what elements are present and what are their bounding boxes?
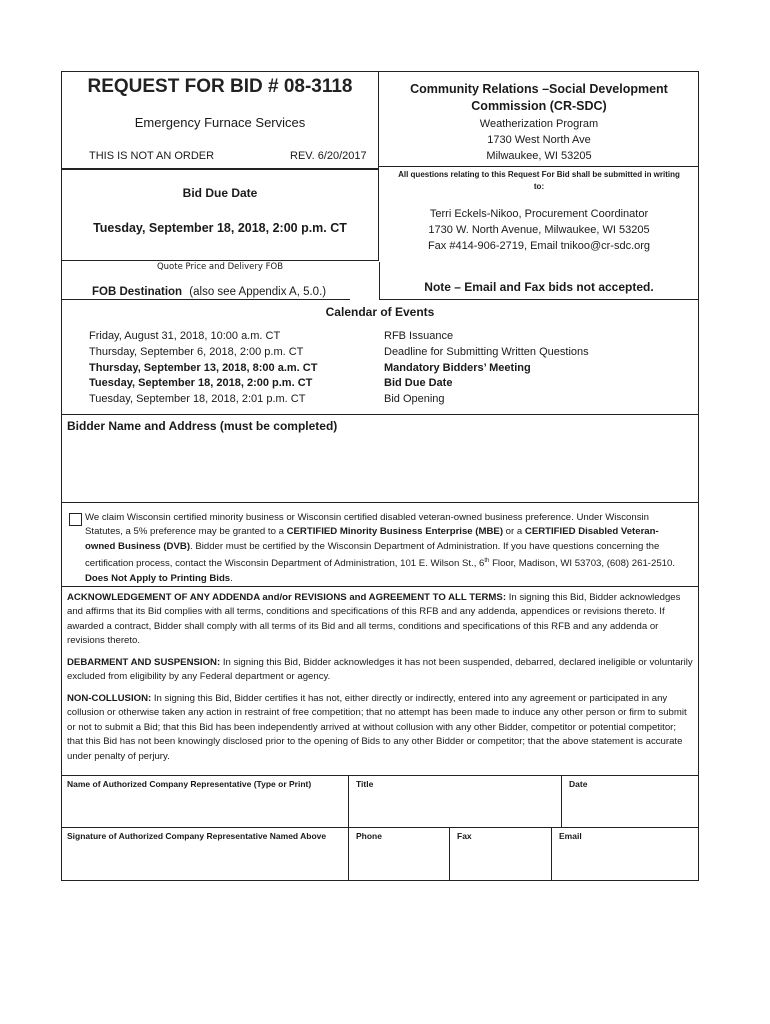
ack-heading: ACKNOWLEDGEMENT OF ANY ADDENDA and/or REVISIONS and AGREEMENT TO ALL TERMS: — [67, 592, 507, 603]
rep-name-field[interactable] — [62, 792, 347, 826]
fob-underline-left — [61, 299, 350, 300]
event-date: Tuesday, September 18, 2018, 2:01 p.m. CT — [89, 393, 306, 406]
title-label: Title — [356, 779, 374, 789]
debar-heading: DEBARMENT AND SUSPENSION: — [67, 657, 221, 668]
collusion-paragraph — [67, 692, 693, 764]
preference-text-1: We claim Wisconsin certified minority business or Wisconsin certified disabled veteran-owned business preference. Under Wisconsin Statutes, a 5% preference may be granted to a — [85, 512, 649, 538]
preference-text — [85, 511, 685, 586]
collusion-text: In signing this Bid, Bidder certifies it has not, either directly or indirectly, entered into any agreement or participated in any collusion or otherwise taken any action in restraint of free competition; that no attempt has been made to induce any other person or firm to submit or not to submit a Bid; that this Bid has been independently arrived at without collusion with any other Bidder, competitor or potential competitor; that this Bid has not been knowingly disclosed prior to the opening of Bids to any other Bidder or competitor; that the above statement is accurate under penalty of perjury. — [67, 693, 687, 762]
title-field[interactable] — [349, 792, 560, 826]
collusion-heading: NON-COLLUSION: — [67, 693, 152, 704]
bidder-name-field[interactable] — [62, 436, 698, 502]
event-name: Deadline for Submitting Written Questions — [384, 345, 589, 358]
date-label: Date — [569, 779, 588, 789]
phone-label: Phone — [356, 831, 382, 841]
bid-due-label: Bid Due Date — [182, 186, 258, 200]
event-name: Bid Opening — [384, 393, 445, 406]
email-fax-note: Note – Email and Fax bids not accepted. — [424, 280, 654, 294]
fob-underline — [379, 299, 699, 300]
questions-note: All questions relating to this Request For Bid shall be submitted in writing to: — [398, 170, 680, 191]
email-label: Email — [559, 831, 582, 841]
bid-due-date: Tuesday, September 18, 2018, 2:00 p.m. CT — [93, 221, 347, 235]
calendar-events — [384, 329, 589, 408]
bid-due-cell — [61, 169, 379, 261]
fob-appendix: (also see Appendix A, 5.0.) — [189, 286, 327, 298]
agency-address-1: 1730 West North Ave — [487, 134, 591, 146]
event-name: Mandatory Bidders’ Meeting — [384, 361, 531, 374]
agency-address-2: Milwaukee, WI 53205 — [486, 150, 592, 162]
contact-line-1: Terri Eckels-Nikoo, Procurement Coordinator — [429, 208, 649, 220]
contact-line-2: 1730 W. North Avenue, Milwaukee, WI 53205 — [428, 224, 650, 236]
fob-destination — [92, 284, 326, 300]
rfb-title: REQUEST FOR BID # 08-3118 — [87, 76, 353, 97]
agency-name-2: Commission (CR-SDC) — [471, 99, 607, 113]
signature-field[interactable] — [62, 845, 347, 880]
mbe-text: CERTIFIED Minority Business Enterprise (MBE) — [286, 526, 504, 538]
preference-text-3: Floor, Madison, WI 53703, (608) 261-2510. — [489, 558, 675, 570]
signature-label: Signature of Authorized Company Representative Named Above — [67, 831, 327, 841]
phone-field[interactable] — [349, 845, 448, 880]
event-date: Thursday, September 6, 2018, 2:00 p.m. CT — [89, 345, 304, 358]
calendar-title: Calendar of Events — [325, 305, 435, 319]
agency-name-1: Community Relations –Social Development — [410, 82, 668, 96]
contact-line-3: Fax #414-906-2719, Email tnikoo@cr-sdc.org — [427, 240, 651, 252]
date-field[interactable] — [562, 792, 698, 826]
quote-price-label: Quote Price and Delivery FOB — [156, 262, 284, 272]
preference-bottom-line — [61, 586, 699, 587]
superscript-th: th — [484, 558, 490, 565]
divider-agency — [379, 166, 699, 167]
email-field[interactable] — [552, 845, 698, 880]
or-text: or a — [503, 526, 525, 538]
event-date: Thursday, September 13, 2018, 8:00 a.m. CT — [89, 361, 318, 374]
preference-checkbox[interactable] — [69, 513, 82, 526]
fax-field[interactable] — [450, 845, 550, 880]
bidder-label: Bidder Name and Address (must be completed) — [67, 419, 338, 433]
fax-label: Fax — [457, 831, 472, 841]
rep-name-label: Name of Authorized Company Representative (Type or Print) — [67, 779, 312, 789]
dvb-text: CERTIFIED Disabled Veteran-owned Business (DVB) — [85, 526, 659, 552]
calendar-dates — [89, 329, 317, 408]
signature-mid-line — [61, 827, 699, 828]
revision-date: REV. 6/20/2017 — [290, 150, 367, 162]
debar-text: In signing this Bid, Bidder acknowledges it has not been suspended, debarred, declared ineligible or voluntarily excluded from eligibility by any Federal department or agency. — [67, 657, 693, 683]
debar-paragraph — [67, 656, 693, 685]
event-name: Bid Due Date — [384, 377, 453, 390]
event-name: RFB Issuance — [384, 330, 454, 342]
ack-paragraph — [67, 591, 693, 649]
preference-text-2: . Bidder must be certified by the Wisconsin Department of Administration. If you have questions concerning the certification process, contact the Wisconsin Department of Administration, 101 E. Wilson St., 6 — [85, 540, 660, 570]
ack-text: In signing this Bid, Bidder acknowledges and affirms that its Bid complies with all terms, conditions and specifications of this RFB and any addenda, appendices or revisions thereto. If awarded a contract, Bidder shall comply with all terms of its Bid and all terms, conditions and specifications of this RFB and any addenda or revisions thereto. — [67, 592, 681, 647]
bidder-bottom-line — [61, 502, 699, 503]
signature-top-line — [61, 775, 699, 776]
bidder-top-line — [61, 414, 699, 415]
agency-program: Weatherization Program — [479, 118, 599, 130]
rfb-subtitle: Emergency Furnace Services — [134, 115, 306, 130]
printing-note: Does Not Apply to Printing Bids — [85, 572, 231, 584]
event-date: Friday, August 31, 2018, 10:00 a.m. CT — [89, 330, 281, 342]
preference-end: . — [230, 572, 233, 584]
fob-destination-label: FOB Destination — [92, 286, 183, 298]
not-an-order: THIS IS NOT AN ORDER — [89, 150, 215, 162]
event-date: Tuesday, September 18, 2018, 2:00 p.m. CT — [89, 377, 313, 390]
